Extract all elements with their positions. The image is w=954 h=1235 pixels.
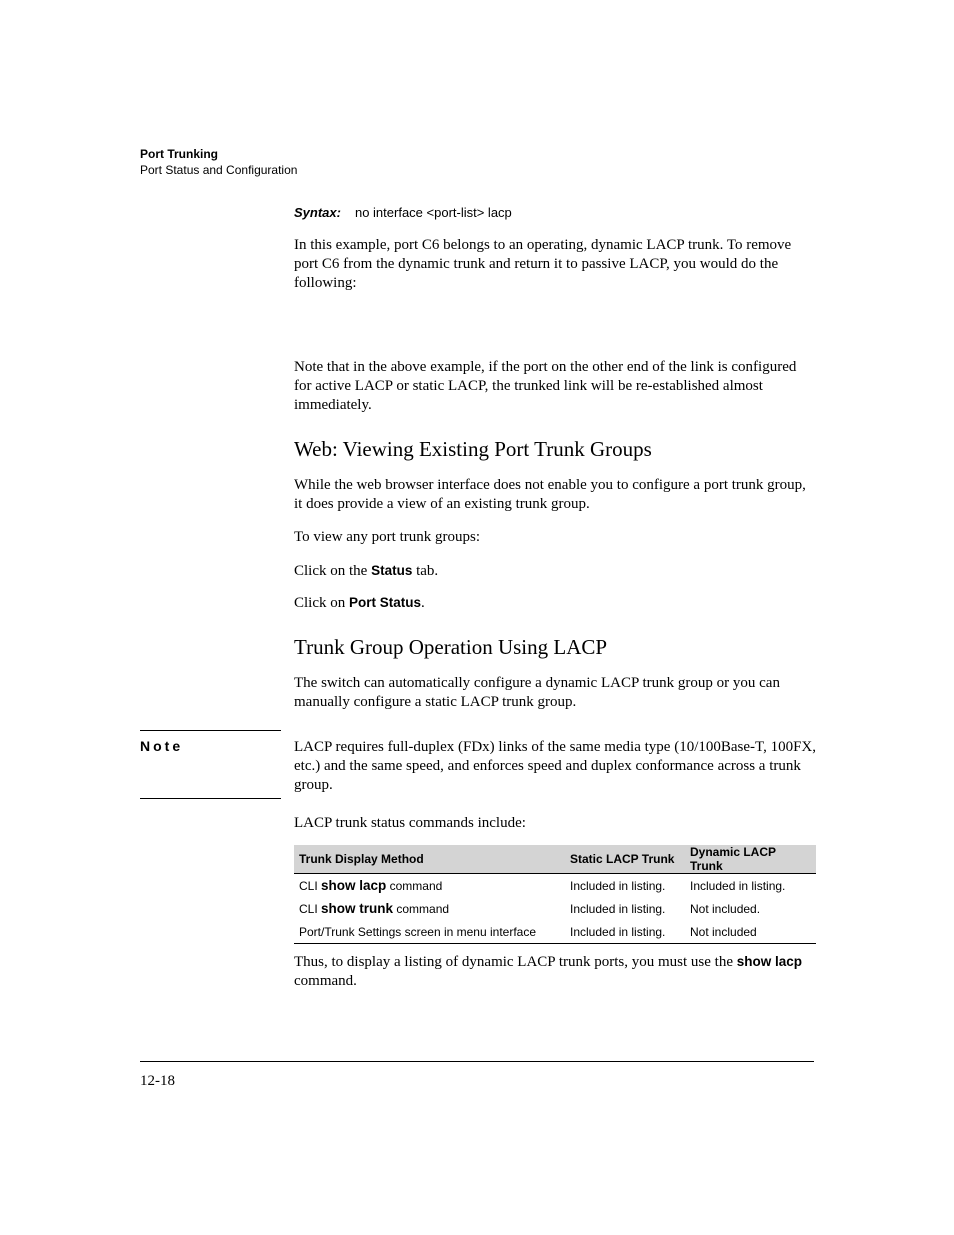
note-rule-top	[140, 730, 281, 731]
status-tab-label: Status	[371, 563, 413, 578]
closing-text: Thus, to display a listing of dynamic LACP trunk ports, you must use the	[294, 954, 737, 970]
column-header: Dynamic LACP Trunk	[685, 845, 816, 874]
note-label: Note	[140, 738, 184, 754]
table-header-row	[294, 845, 816, 874]
lacp-section-paragraph: The switch can automatically configure a dynamic LACP trunk group or you can manually configure a static LACP trunk group.	[294, 675, 780, 710]
static-cell: Included in listing.	[565, 920, 685, 944]
cell-text: CLI	[299, 902, 322, 916]
page-number: 12-18	[140, 1073, 175, 1089]
static-cell: Included in listing.	[570, 901, 666, 916]
trunk-status-table	[294, 845, 816, 944]
closing-paragraph	[294, 952, 816, 991]
column-header: Trunk Display Method	[294, 845, 565, 874]
note-rule-bottom	[140, 798, 281, 799]
note-paragraph: Note that in the above example, if the port on the other end of the link is configured for active LACP or static LACP, the trunked link will be re-established almost immediately.	[294, 359, 797, 413]
method-cell	[294, 874, 565, 898]
column-header: Static LACP Trunk	[565, 845, 685, 874]
cli-command: show trunk	[321, 901, 394, 916]
cli-command: show lacp	[321, 878, 387, 893]
lacp-section-heading: Trunk Group Operation Using LACP	[294, 635, 608, 659]
web-step-2	[294, 593, 816, 613]
step-text: tab.	[412, 563, 439, 579]
show-lacp-command: show lacp	[736, 954, 803, 969]
table-row	[294, 897, 816, 920]
step-text: Click on	[294, 595, 349, 611]
step-text: Click on the	[294, 563, 372, 579]
method-cell	[294, 920, 565, 944]
dynamic-cell: Not included	[685, 920, 816, 944]
note-text: LACP requires full-duplex (FDx) links of the same media type (10/100Base-T, 100FX, etc.) and the same speed, and enforces speed and duplex conformance across a trunk group.	[294, 739, 816, 793]
closing-text: command.	[294, 973, 357, 989]
web-section-instruction: To view any port trunk groups:	[294, 529, 481, 545]
table-row	[294, 874, 816, 898]
web-step-1	[294, 561, 816, 581]
footer-rule	[140, 1061, 814, 1062]
table-intro: LACP trunk status commands include:	[294, 815, 526, 831]
web-section-paragraph: While the web browser interface does not enable you to configure a port trunk group, it does provide a view of an existing trunk group.	[294, 477, 806, 512]
cell-text: command	[393, 902, 450, 916]
running-header-chapter: Port Trunking	[140, 147, 218, 161]
cell-text: command	[386, 879, 443, 893]
port-status-label: Port Status	[349, 595, 422, 610]
method-cell	[294, 897, 565, 920]
intro-paragraph: In this example, port C6 belongs to an operating, dynamic LACP trunk. To remove port C6 from the dynamic trunk and return it to passive LACP, you would do the following:	[294, 237, 792, 291]
dynamic-cell: Included in listing.	[690, 878, 786, 893]
web-section-heading: Web: Viewing Existing Port Trunk Groups	[294, 437, 652, 461]
static-cell: Included in listing.	[570, 878, 666, 893]
cell-text: Port/Trunk Settings screen in menu interface	[299, 924, 536, 939]
step-text: .	[421, 595, 425, 611]
syntax-line	[294, 205, 512, 220]
syntax-command: no interface <port-list> lacp	[354, 205, 512, 220]
table-row	[294, 920, 816, 944]
cell-text: CLI	[299, 879, 322, 893]
running-header-section: Port Status and Configuration	[140, 163, 298, 177]
syntax-label: Syntax:	[294, 205, 341, 220]
dynamic-cell: Not included.	[690, 901, 761, 916]
